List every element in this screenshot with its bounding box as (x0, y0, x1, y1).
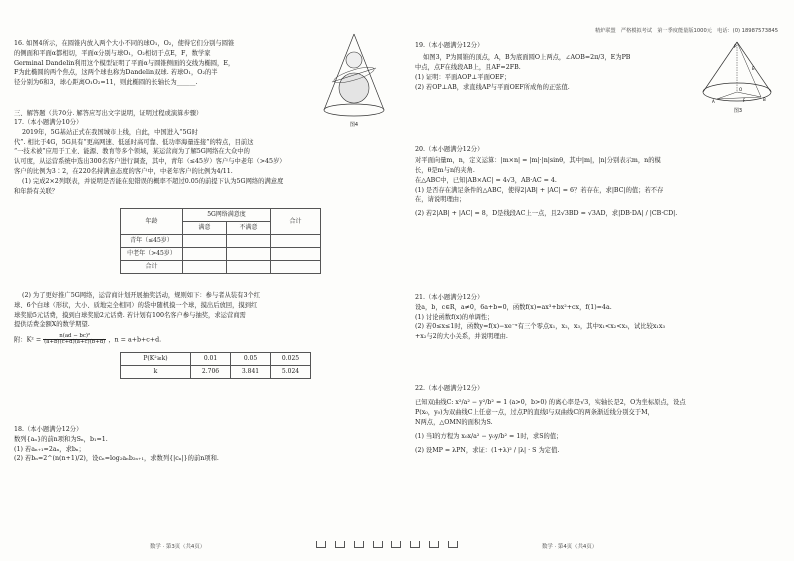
q17-sub2-line: 提供话费金额X的数学期望. (14, 321, 90, 329)
q22-line: (1) 当l的方程为 x₀x/a² − y₀y/b² = 1时，求S的值； (415, 433, 563, 441)
q16-line: Germinal Dandelin利用这个模型证明了平面α与圆锥侧面的交线为椭圆，E， (14, 59, 235, 67)
q17-formula (14, 334, 386, 346)
binding-mark (373, 541, 383, 548)
page-header: 精炉联盟 严格模拟考试 第一季度能量版1000元 电话：(0) 18987573845 (594, 28, 778, 34)
q17-sub2-line: 球、6个白球（形状，大小、质地完全相同）的袋中随机摸一个球，摸出后放回，摸到红 (14, 301, 258, 309)
q16-line: 径分别为6和3，球心距离O₁O₂=11，则此椭圆的长轴长为______. (14, 79, 198, 87)
question-18 (14, 426, 386, 465)
q19-title: 19.（本小题满分12分） (415, 42, 484, 49)
q18-line: 数列{aₙ}的前n项和为Sₙ，b₁=1. (14, 435, 108, 443)
binding-mark (391, 541, 401, 548)
q21-line: +x₂与2的大小关系，并说明理由. (415, 333, 508, 341)
q17-sub2-line: 球奖励5元话费，摸到白球奖励2元话费. 若计划有100名客户参与抽奖，求运营商需 (14, 311, 246, 319)
binding-mark (448, 541, 458, 548)
table-group-header: 5G网络满意度 (183, 209, 271, 222)
q22-line: N两点，△OMN的面积为S. (415, 418, 493, 426)
q17-line: 客户的比例为3∶2，在220名持满意态度的客户中，中老年客户的比例为4/11. (14, 167, 233, 175)
q17-sub1b: 和年龄有关联？ (14, 187, 59, 195)
point-p-label: P (734, 44, 737, 49)
q16-line: 16. 如图4所示，在圆锥内放入两个大小不同的球O₁，O₂，使得它们分别与圆锥 (14, 40, 235, 47)
q20-line: 在，请说明理由； (415, 196, 466, 204)
table-cell (271, 248, 321, 261)
q19-line: (2) 若OP⊥AB，求直线AP与平面OEF所成角的正弦值. (415, 83, 570, 91)
point-f-label: F (743, 98, 746, 103)
binding-mark (410, 541, 420, 548)
q17-line: “一技术被”应用于工业、能源、教育等多个领域，某运营商为了解5G网络在大众中的 (14, 148, 250, 156)
q19-line: 如图3，P为圆锥的顶点，A，B为底面圆O上两点，∠AOB=2π/3，E为PB (423, 54, 631, 62)
figure-3 (697, 40, 779, 114)
q17-sub2-line: (2) 为了更好推广5G网络，运营商计划开展抽奖活动，规则如下：参与者从装有3个红 (22, 292, 261, 299)
q16-line: F为此椭圆的两个焦点，这两个球也称为Dandelin双球. 若球O₁，O₂的半 (14, 69, 218, 77)
point-b-label: B (763, 97, 766, 102)
q18-line: (2) 若bₙ=2^(n(n+1)/2)，设cₙ=log₂aₙb₂ₙ₊₁，求数列{|cₙ|}的前n项和. (14, 455, 219, 463)
formula-fraction (43, 334, 106, 346)
q21-line: (1) 讨论函数f(x)的单调性； (415, 313, 494, 321)
q21-line: (2) 若0≤x≤1时，函数y=f(x)−xe⁻ˣ有三个零点x₁，x₂，x₃，其中x₁<x₂<x₃，试比较x₁x₃ (415, 323, 666, 331)
table-cell (227, 261, 271, 274)
table-total-header: 合计 (271, 209, 321, 235)
k-table-p: 0.025 (271, 353, 311, 366)
contingency-table (120, 208, 321, 274)
question-17 (14, 119, 386, 197)
table-cell (183, 248, 227, 261)
table-row-label: 中老年（>45岁） (121, 248, 183, 261)
k-table-p: 0.01 (191, 353, 231, 366)
q17-line: 认可度，从运营系统中选出300名客户进行调查，其中，青年（≤45岁）客户与中老年（>45岁） (14, 158, 286, 166)
q17-line: 代”. 相比于4G，5G具有“更高网速、低延时高可靠、低功率海量连接”的特点，目前这 (14, 138, 254, 146)
q16-line: 的侧面和平面α都相切，平面α分别与球O₁，O₂相切于点E，F，数学家 (14, 49, 211, 57)
footer-right: 数学 · 第4页（共4页） (542, 543, 598, 550)
q19-line: 中点，点F在线段AB上，且AF=2FB. (415, 64, 521, 72)
figure-3-label: 图3 (733, 108, 743, 115)
table-cell (271, 235, 321, 248)
table-row-label: 合计 (121, 261, 183, 274)
k-table-k-label: k (121, 366, 191, 379)
q19-line: (1) 证明：平面AOP⊥平面OEF； (415, 73, 511, 81)
question-19 (415, 42, 705, 93)
table-cell (227, 248, 271, 261)
formula-label: 附：K² = (14, 336, 42, 344)
right-page (397, 0, 794, 561)
q20-line: (2) 若2|AB| + |AC| = 8，D是线段AC上一点，且2√3BD = √3AD，求|DB·DA| / |CB·CD|. (415, 209, 678, 217)
k-table-head: P(K²≥k) (121, 353, 191, 366)
footer-left: 数学 · 第3页（共4页） (150, 543, 206, 550)
q17-part2 (14, 292, 386, 347)
q22-line: P(x₀，y₀)为双曲线C上任意一点，过点P的直线l与双曲线C的两条渐近线分别交于M， (415, 409, 654, 417)
question-21 (415, 294, 780, 343)
q20-title: 20.（本小题满分12分） (415, 146, 484, 153)
binding-marks (316, 541, 458, 549)
q21-line: 设a，b，c∈R，a≠0，6a+b=0，函数f(x)=ax³+bx²+cx，f(1)=4a. (415, 303, 612, 311)
table-age-header: 年龄 (121, 209, 183, 235)
point-e-label: E (752, 66, 755, 71)
cone-spheres-diagram (318, 32, 390, 124)
question-20 (415, 146, 780, 220)
q20-line: (1) 是否存在满足条件的△ABC，使得2|AB| + |AC| = 6？若存在，求|BC|的值；若不存 (415, 186, 664, 194)
k-table-k: 3.841 (231, 366, 271, 379)
q17-line: 2019年，5G基站正式在我国城市上线，自此，中国进入“5G时 (22, 128, 198, 136)
figure-4 (318, 32, 390, 129)
section-header: 三、解答题（共70分. 解答应写出文字说明，证明过程或演算步骤） (14, 110, 203, 117)
q20-line: 对平面向量m，n，定义运算：|m×n| = |m|·|n|sinθ，其中|m|，|n|分别表示m，n的模 (415, 157, 661, 165)
table-cell (227, 235, 271, 248)
point-a-label: A (712, 99, 715, 104)
q18-title: 18.（本小题满分12分） (14, 426, 83, 433)
point-o-label: O (739, 87, 743, 92)
table-unsat-header: 不满意 (227, 222, 271, 235)
k-table-k: 5.024 (271, 366, 311, 379)
q22-line: 已知双曲线C: x²/a² − y²/b² = 1 (a>0，b>0) 的离心率是√3，实轴长是2，O为坐标原点，设点 (415, 399, 686, 407)
binding-mark (354, 541, 364, 548)
q17-sub1: (1) 完成2×2列联表，并说明是否能在犯错误的概率不超过0.05的前提下认为5G网络的满意度 (22, 177, 284, 185)
formula-denominator: (a+b)(c+d)(a+c)(b+d) (44, 339, 106, 346)
k-table-k: 2.706 (191, 366, 231, 379)
table-cell (183, 235, 227, 248)
q18-line: (1) 若aₙ₊₁=2aₙ，求bₙ； (14, 445, 85, 453)
k-table-p: 0.05 (231, 353, 271, 366)
q21-title: 21.（本小题满分12分） (415, 294, 484, 301)
q20-line: 在△ABC中，已知|AB×AC| = 4√3，AB·AC = 4. (415, 176, 557, 184)
binding-mark (429, 541, 439, 548)
question-16 (14, 40, 314, 89)
k-table (120, 352, 311, 379)
question-22 (415, 385, 780, 457)
cone-diagram (697, 40, 779, 106)
binding-mark (316, 541, 326, 548)
q20-line: 长，θ是m与n的夹角. (415, 167, 475, 175)
formula-tail: ，n = a+b+c+d. (108, 336, 162, 344)
formula-numerator: n(ad − bc)² (43, 334, 106, 340)
q17-title: 17.（本小题满分10分） (14, 119, 83, 126)
binding-mark (335, 541, 345, 548)
q22-line: (2) 设MP = λPN，求证：(1+λ)² / |λ| · S 为定值. (415, 447, 560, 455)
table-cell (183, 261, 227, 274)
figure-4-label: 图4 (349, 122, 359, 129)
table-cell (271, 261, 321, 274)
table-row-label: 青年（≤45岁） (121, 235, 183, 248)
table-sat-header: 满意 (183, 222, 227, 235)
q22-title: 22.（本小题满分12分） (415, 385, 484, 392)
